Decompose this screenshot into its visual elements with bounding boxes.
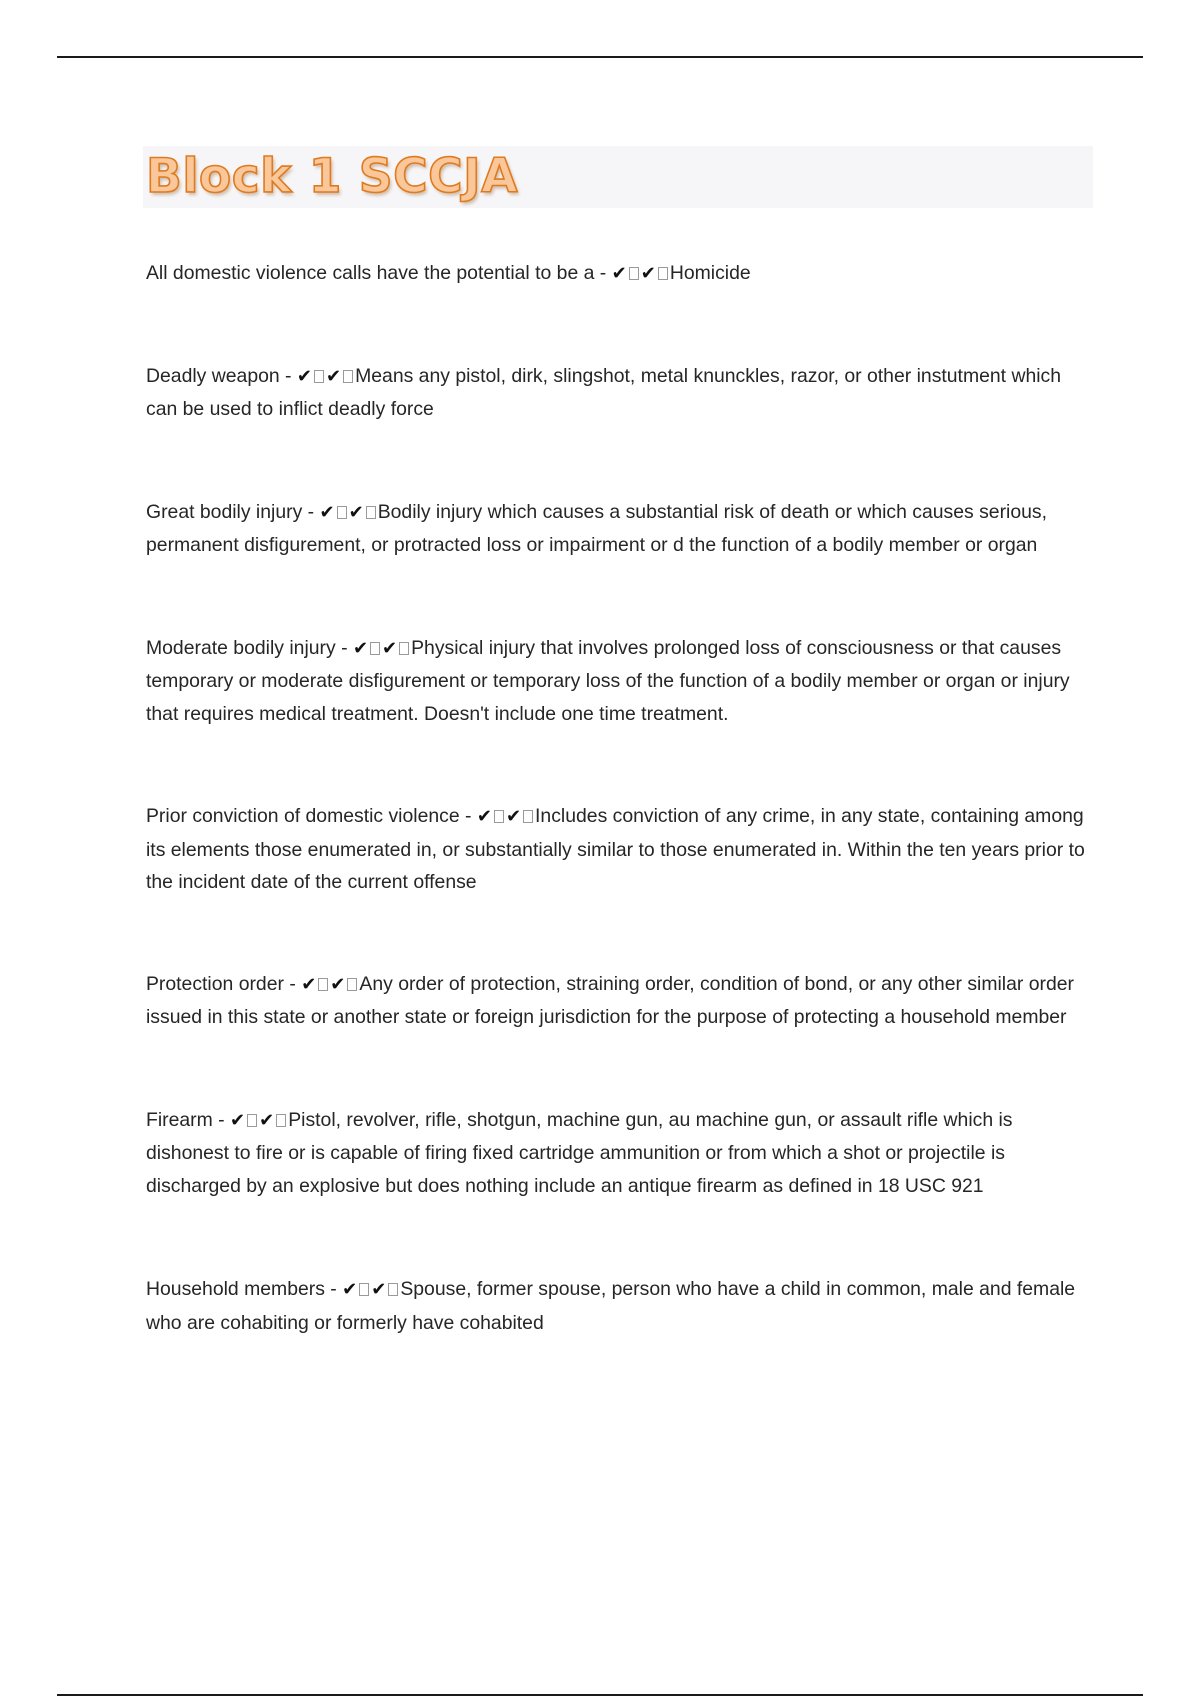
checkmark-icon: ✔ — [326, 365, 342, 387]
check-marks — [353, 638, 411, 659]
definition-entry — [146, 496, 1086, 562]
missing-glyph-icon — [388, 1283, 398, 1296]
definition-entry — [146, 257, 1086, 291]
definition: Physical injury that involves prolonged loss of consciousness or that causes temporary or moderate disfigurement or temporary loss of the function of a bodily member or organ or injury that requires medical treatment. Doesn't include one time treatment. — [146, 636, 1070, 725]
missing-glyph-icon — [494, 810, 504, 823]
term: All domestic violence calls have the potential to be a — [146, 262, 595, 284]
check-marks — [297, 366, 355, 387]
definition: Includes conviction of any crime, in any state, containing among its elements those enumerated in, or substantially similar to those enumerated in. Within the ten years prior to the incident date of the current offense — [146, 805, 1085, 893]
checkmark-icon: ✔ — [352, 637, 369, 659]
missing-glyph-icon — [366, 506, 376, 519]
checkmark-icon: ✔ — [301, 973, 317, 995]
definition: Any order of protection, straining order, condition of bond, or any other similar order issued in this state or another state or foreign jurisdiction for the purpose of protecting a household member — [146, 972, 1074, 1028]
missing-glyph-icon — [523, 810, 533, 823]
header-rule — [57, 56, 1143, 58]
missing-glyph-icon — [359, 1283, 369, 1296]
definition-entry — [146, 360, 1086, 426]
term: Moderate bodily injury — [146, 636, 336, 659]
checkmark-icon: ✔ — [259, 1109, 275, 1131]
definition: Bodily injury which causes a substantial risk of death or which causes serious, permanent disfigurement, or protracted loss or impairment or d the function of a bodily member or organ — [146, 500, 1048, 556]
checkmark-icon: ✔ — [611, 263, 627, 284]
missing-glyph-icon — [370, 642, 380, 655]
checkmark-icon: ✔ — [382, 637, 398, 659]
term: Protection order — [146, 972, 284, 995]
definition: Spouse, former spouse, person who have a child in common, male and female who are cohabiting or formerly have cohabited — [146, 1278, 1076, 1334]
check-marks — [230, 1110, 288, 1131]
checkmark-icon: ✔ — [505, 806, 522, 827]
definition-entry — [146, 1104, 1086, 1203]
term: Prior conviction of domestic violence — [146, 805, 460, 827]
definition-entry — [146, 968, 1086, 1034]
separator: - — [335, 636, 353, 659]
missing-glyph-icon — [658, 267, 668, 280]
check-marks — [301, 974, 359, 995]
separator: - — [324, 1278, 343, 1300]
definition-entry — [146, 632, 1086, 731]
definition: Homicide — [669, 262, 751, 284]
definition-entry — [146, 800, 1086, 899]
term: Deadly weapon — [146, 364, 280, 387]
term: Great bodily injury — [146, 500, 303, 523]
missing-glyph-icon — [337, 506, 347, 519]
checkmark-icon: ✔ — [476, 806, 492, 827]
check-marks — [477, 806, 535, 827]
checkmark-icon: ✔ — [640, 263, 656, 284]
check-marks — [612, 263, 670, 284]
check-marks — [342, 1279, 400, 1300]
missing-glyph-icon — [276, 1114, 286, 1127]
separator: - — [302, 500, 320, 523]
term: Firearm — [146, 1108, 213, 1131]
definition-entry — [146, 1273, 1086, 1339]
checkmark-icon: ✔ — [371, 1279, 387, 1300]
separator: - — [279, 364, 297, 387]
check-marks — [320, 502, 378, 523]
page-title: Block 1 SCCJA — [146, 149, 518, 204]
footer-rule — [57, 1694, 1143, 1696]
checkmark-icon: ✔ — [230, 1109, 246, 1131]
separator: - — [459, 805, 477, 827]
separator: - — [594, 262, 612, 284]
term: Household members — [146, 1278, 325, 1300]
separator: - — [283, 972, 302, 995]
checkmark-icon: ✔ — [342, 1279, 358, 1300]
missing-glyph-icon — [318, 978, 328, 991]
definition-list — [146, 257, 1086, 1411]
checkmark-icon: ✔ — [319, 501, 335, 523]
checkmark-icon: ✔ — [348, 501, 364, 523]
missing-glyph-icon — [343, 370, 353, 383]
missing-glyph-icon — [399, 642, 409, 655]
checkmark-icon: ✔ — [296, 365, 312, 387]
missing-glyph-icon — [347, 978, 357, 991]
definition: Means any pistol, dirk, slingshot, metal knunckles, razor, or other instutment which can be used to inflict deadly force — [146, 364, 1062, 420]
missing-glyph-icon — [247, 1114, 257, 1127]
separator: - — [212, 1108, 231, 1131]
definition: Pistol, revolver, rifle, shotgun, machine gun, au machine gun, or assault rifle which is dishonest to fire or is capable of firing fixed cartridge ammunition or from which a shot or projectile is discharged by an explosive but does nothing include an antique firearm as defined in 18 USC 921 — [146, 1108, 1013, 1197]
missing-glyph-icon — [629, 267, 639, 280]
checkmark-icon: ✔ — [330, 973, 346, 995]
missing-glyph-icon — [314, 370, 324, 383]
